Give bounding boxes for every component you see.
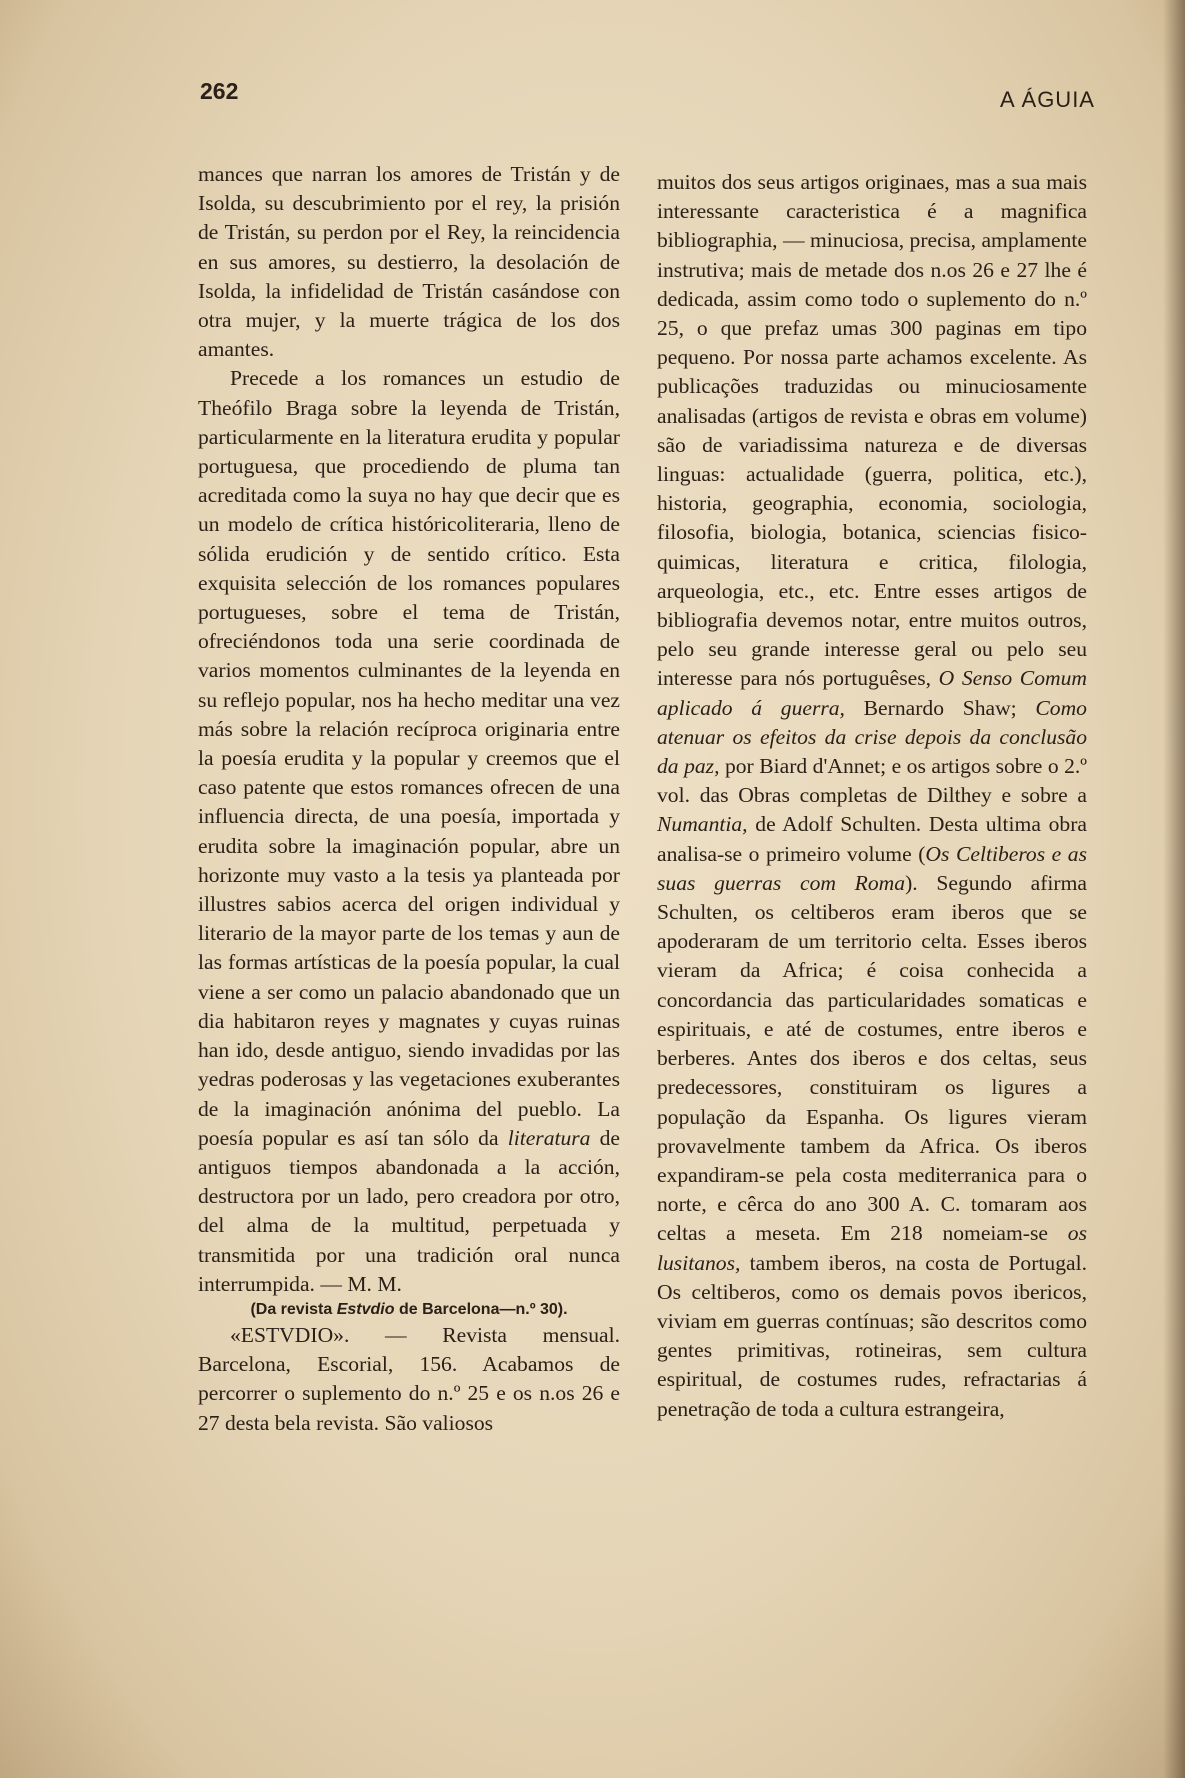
paragraph-romances-summary: mances que narran los amores de Tristán y de Isolda, su descubrimiento por el rey, la prisión de Tristán, su perdon por el Rey, la reincidencia en sus amores, su destierro, la desolación de Isolda, la infidelidad de Tristán casándose con otra mujer, y la muerte trágica de los dos amantes. <box>198 162 620 362</box>
paragraph-text: de antiguos tiempos abandonada a la acción, destructora por un lado, pero creadora por otro, del alma de la multitud, perpetuada y transmitida por una tradición oral nunca interrumpida. — M. M. <box>198 1125 620 1296</box>
italic-term: os lusitanos, <box>657 1221 1087 1275</box>
paragraph-estvdio-review: «ESTVDIO». — Revista mensual. Barcelona, Escorial, 156. Acabamos de percorrer o suplemento do n.º 25 e os n.os 26 e 27 desta bela revista. São valiosos <box>198 1322 620 1435</box>
source-citation <box>198 1299 620 1321</box>
left-column <box>198 160 620 1438</box>
source-journal: Estvdio <box>336 1300 395 1318</box>
paragraph-bibliography <box>657 168 1087 1424</box>
page-number: 262 <box>200 78 239 104</box>
right-column <box>657 168 1087 1424</box>
page-header <box>200 72 1095 112</box>
source-text: de Barcelona—n.º 30). <box>398 1300 568 1318</box>
paragraph-text: por Biard d'Annet; e os artigos sobre o 2.º vol. das Obras completas de Dilthey e sobre a <box>657 754 1087 808</box>
paragraph-text: Precede a los romances un estudio de Theófilo Braga sobre la leyenda de Tristán, particularmente en la literatura erudita y popular portuguesa, que procediendo de pluma tan acreditada como la suya no hay que decir que es un modelo de crítica históricoliteraria, lleno de sólida erudición y de sentido crítico. Esta exquisita selección de los romances populares portugueses, sobre el tema de Tristán, ofreciéndonos toda una serie coordinada de varios momentos culminantes de la leyenda en su reflejo popular, nos ha hecho meditar una vez más sobre la relación recíproca originaria entre la poesía erudita y la popular y creemos que el caso patente que estos romances ofrecen de una influencia directa, de una poesía, importada y erudita sobre la imaginación popular, abre un horizonte muy vasto a la tesis ya planteada por illustres sabios acerca del origen individual y literario de la mayor parte de los temas y aun de las formas artísticas de la poesía popular, la cual viene a ser como un palacio abandonado que un dia habitaron reyes y magnates y cuyas ruinas han ido, desde antiguo, siendo invadidas por las yedras poderosas y las vegetaciones exuberantes de la imaginación anónima del pueblo. La poesía popular es así tan sólo da <box>198 366 620 1150</box>
running-title: A ÁGUIA <box>999 87 1095 112</box>
paragraph-text: Bernardo Shaw; <box>863 695 1017 720</box>
italic-title: Os Celtiberos e as suas guerras com Roma <box>657 841 1087 895</box>
paragraph-text: tambem iberos, na costa de Portugal. Os celtiberos, como os demais povos ibericos, viviam em guerras contínuas; são descritos como gentes primitivas, rotineiras, sem cultura espiritual, de costumes rudes, refractarias á penetração de toda a cultura estrangeira, <box>657 1250 1087 1421</box>
source-text: (Da revista <box>250 1300 333 1318</box>
italic-title: Como atenuar os efeitos da crise depois da conclusão da paz, <box>657 695 1087 779</box>
paragraph-text: muitos dos seus artigos originaes, mas a sua mais interessante caracteristica é a magnifica bibliographia, — minuciosa, precisa, amplamente instrutiva; mais de metade dos n.os 26 e 27 lhe é dedicada, assim como todo o suplemento do n.º 25, o que prefaz umas 300 paginas em tipo pequeno. Por nossa parte achamos excelente. As publicações traduzidas ou minuciosamente analisadas (artigos de revista e obras em volume) são de variadissima natureza e de diversas linguas: actualidade (guerra, politica, etc.), historia, geographia, economia, sociologia, filosofia, biologia, botanica, sciencias fisico-quimicas, literatura e critica, filologia, arqueologia, etc., etc. Entre esses artigos de bibliografia devemos notar, entre muitos outros, pelo seu grande interesse geral ou pelo seu interesse para nós portuguêses, <box>657 170 1087 691</box>
italic-term: literatura <box>507 1125 591 1150</box>
paragraph-braga-study <box>198 364 620 1299</box>
paragraph-text: de Adolf Schulten. Desta ultima obra analisa-se o primeiro volume ( <box>657 812 1087 866</box>
italic-title: O Senso Comum aplicado á guerra, <box>657 666 1087 720</box>
italic-title: Numantia, <box>657 812 748 837</box>
paragraph-text: ). Segundo afirma Schulten, os celtiberos eram iberos que se apoderaram de um territorio celta. Esses iberos vieram da Africa; é coisa conhecida a concordancia das particularidades somaticas e espirituais, e até de costumes, entre iberos e berberes. Antes dos iberos e dos celtas, seus predecessores, constituiram os ligures a população da Espanha. Os ligures vieram provavelmente tambem da Africa. Os iberos expandiram-se pela costa mediterranica para o norte, e cêrca do ano 300 A. C. tomaram aos celtas a meseta. Em 218 nomeiam-se <box>657 870 1088 1246</box>
